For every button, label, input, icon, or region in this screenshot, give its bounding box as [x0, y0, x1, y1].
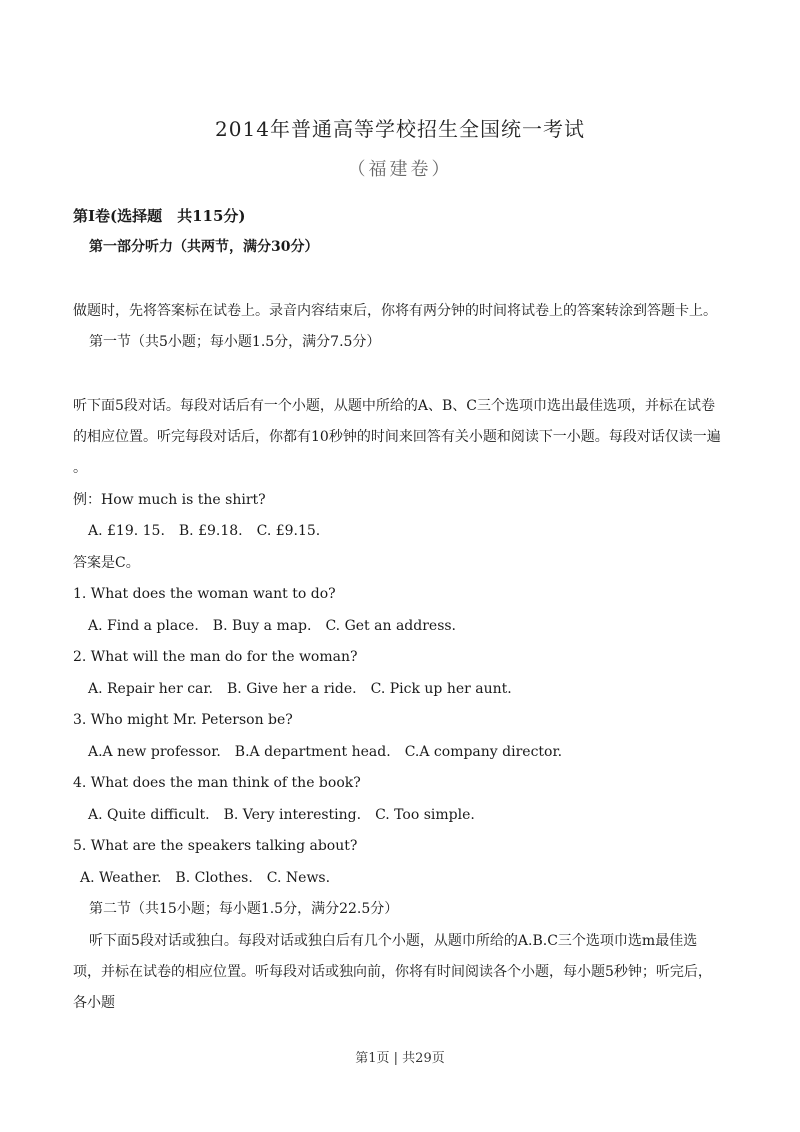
instructions-paragraph: 做题时，先将答案标在试卷上。录音内容结束后，你将有两分钟的时间将试卷上的答案转涂到答题卡上。: [73, 303, 717, 319]
question-options: A.A new professor. B.A department head. C.A company director.: [88, 744, 563, 760]
subsection-1-heading: 第一节（共5小题；每小题1.5分，满分7.5分）: [89, 334, 381, 350]
question-options: A. Find a place. B. Buy a map. C. Get an address.: [88, 618, 457, 634]
subsection-1-intro-line: 的相应位置。听完每段对话后，你都有10秒钟的时间来回答有关小题和阅读下一小题。每段对话仅读一遍: [73, 429, 721, 445]
example-options: A. £19. 15. B. £9.18. C. £9.15.: [88, 523, 321, 539]
question-text: 1. What does the woman want to do?: [73, 586, 336, 602]
section-heading: 第Ⅰ卷(选择题 共115分): [73, 207, 246, 225]
question-options: A. Repair her car. B. Give her a ride. C. Pick up her aunt.: [88, 681, 512, 697]
subsection-1-intro-line: 听下面5段对话。每段对话后有一个小题，从题中所给的A、B、C三个选项巾选出最佳选项，并标在试卷: [73, 398, 716, 414]
page-number-footer: 第1页 | 共29页: [355, 1051, 445, 1066]
subsection-2-heading: 第二节（共15小题；每小题1.5分，满分22.5分）: [89, 901, 399, 917]
example-answer: 答案是C。: [73, 555, 140, 571]
exam-subtitle: （福建卷）: [347, 159, 453, 180]
question-options: A. Quite difficult. B. Very interesting. C. Too simple.: [88, 807, 475, 823]
subsection-2-intro-line: 各小题: [73, 995, 115, 1011]
question-options: A. Weather. B. Clothes. C. News.: [80, 870, 331, 886]
example-question: 例：How much is the shirt?: [73, 492, 266, 508]
subsection-2-intro-line: 听下面5段对话或独白。每段对话或独白后有几个小题，从题巾所给的A.B.C三个选项巾选m最佳选: [89, 933, 698, 949]
part-heading: 第一部分听力（共两节，满分30分）: [89, 239, 319, 255]
question-text: 5. What are the speakers talking about?: [73, 838, 358, 854]
subsection-2-intro-line: 项，并标在试卷的相应位置。听每段对话或独向前，你将有时间阅读各个小题，每小题5秒钟；听完后，: [73, 964, 712, 980]
question-text: 2. What will the man do for the woman?: [73, 649, 358, 665]
subsection-1-intro-line: 。: [73, 460, 87, 476]
question-text: 3. Who might Mr. Peterson be?: [73, 712, 293, 728]
exam-title: 2014年普通高等学校招生全国统一考试: [215, 117, 585, 141]
question-text: 4. What does the man think of the book?: [73, 775, 361, 791]
